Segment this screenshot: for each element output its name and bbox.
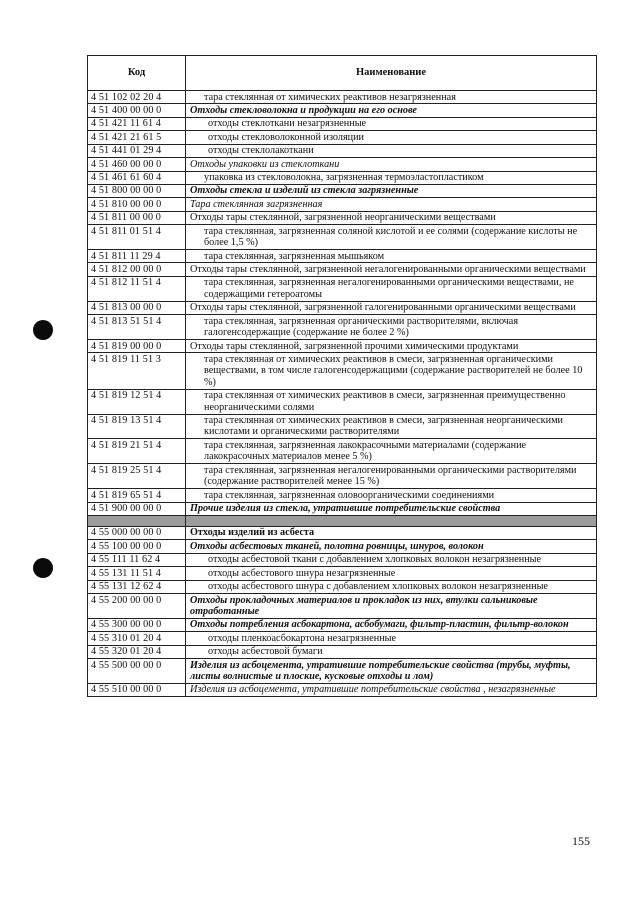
- table-row: [88, 439, 597, 464]
- code-cell: 4 51 813 51 51 4: [88, 315, 186, 340]
- name-cell: отходы стеклоткани незагрязненные: [186, 117, 597, 130]
- table-row: [88, 250, 597, 263]
- table-row: [88, 526, 597, 539]
- waste-classification-table: [87, 55, 597, 697]
- code-cell: 4 55 300 00 00 0: [88, 618, 186, 631]
- code-cell: 4 51 810 00 00 0: [88, 198, 186, 211]
- table-row: [88, 301, 597, 314]
- name-cell: тара стеклянная, загрязненная негалогенированными органическими растворителями (содержание растворителей менее 15 %): [186, 464, 597, 489]
- table-row: [88, 659, 597, 684]
- table-row: [88, 580, 597, 593]
- code-cell: 4 55 000 00 00 0: [88, 526, 186, 539]
- table-row: [88, 618, 597, 631]
- code-cell: 4 51 819 12 51 4: [88, 389, 186, 414]
- code-cell: 4 51 812 00 00 0: [88, 263, 186, 276]
- table-row: [88, 645, 597, 658]
- code-cell: 4 51 460 00 00 0: [88, 158, 186, 171]
- name-cell: Отходы тары стеклянной, загрязненной негалогенированными органическими веществами: [186, 263, 597, 276]
- name-cell: Отходы потребления асбокартона, асбобумаги, фильтр-пластин, фильтр-волокон: [186, 618, 597, 631]
- table-row: [88, 225, 597, 250]
- name-cell: Отходы тары стеклянной, загрязненной прочими химическими продуктами: [186, 340, 597, 353]
- code-cell: 4 51 421 21 61 5: [88, 131, 186, 144]
- code-cell: 4 55 200 00 00 0: [88, 594, 186, 619]
- table-row: [88, 131, 597, 144]
- name-cell: отходы асбестового шнура незагрязненные: [186, 567, 597, 580]
- name-cell: Тара стеклянная загрязненная: [186, 198, 597, 211]
- punch-hole-mark: [33, 558, 53, 578]
- code-cell: 4 55 131 11 51 4: [88, 567, 186, 580]
- name-cell: Отходы тары стеклянной, загрязненной неорганическими веществами: [186, 211, 597, 224]
- name-cell: тара стеклянная от химических реактивов в смеси, загрязненная преимущественно неорганическими солями: [186, 389, 597, 414]
- table-row: [88, 263, 597, 276]
- code-cell: 4 55 320 01 20 4: [88, 645, 186, 658]
- code-cell: 4 51 811 00 00 0: [88, 211, 186, 224]
- table-row: [88, 414, 597, 439]
- name-cell: тара стеклянная от химических реактивов незагрязненная: [186, 91, 597, 104]
- table-row: [88, 389, 597, 414]
- table-row: [88, 158, 597, 171]
- name-cell: Отходы упаковки из стеклоткани: [186, 158, 597, 171]
- table-row: [88, 104, 597, 117]
- code-cell: 4 51 441 01 29 4: [88, 144, 186, 157]
- code-cell: 4 55 100 00 00 0: [88, 540, 186, 553]
- table-row: [88, 540, 597, 553]
- table-header-row: [88, 56, 597, 91]
- table-row: [88, 567, 597, 580]
- code-cell: 4 51 819 13 51 4: [88, 414, 186, 439]
- code-cell: 4 51 819 21 51 4: [88, 439, 186, 464]
- code-cell: 4 51 812 11 51 4: [88, 276, 186, 301]
- name-cell: Изделия из асбоцемента, утратившие потребительские свойства , незагрязненные: [186, 683, 597, 696]
- table-row: [88, 171, 597, 184]
- name-cell: тара стеклянная, загрязненная оловоорганическими соединениями: [186, 489, 597, 502]
- code-cell: 4 51 813 00 00 0: [88, 301, 186, 314]
- table-row: [88, 353, 597, 389]
- name-cell: тара стеклянная, загрязненная соляной кислотой и ее солями (содержание кислоты не более 1,5 %): [186, 225, 597, 250]
- table-row: [88, 198, 597, 211]
- name-cell: отходы стеклолакоткани: [186, 144, 597, 157]
- table-row: [88, 91, 597, 104]
- table-body: [88, 91, 597, 697]
- table-row: [88, 464, 597, 489]
- table-row: [88, 315, 597, 340]
- name-cell: отходы асбестовой ткани с добавлением хлопковых волокон незагрязненные: [186, 553, 597, 566]
- name-cell: тара стеклянная, загрязненная мышьяком: [186, 250, 597, 263]
- code-cell: 4 51 819 11 51 3: [88, 353, 186, 389]
- name-cell: Отходы тары стеклянной, загрязненной галогенированными органическими веществами: [186, 301, 597, 314]
- table-row: [88, 553, 597, 566]
- name-cell: отходы асбестовой бумаги: [186, 645, 597, 658]
- code-cell: 4 55 510 00 00 0: [88, 683, 186, 696]
- code-cell: 4 51 811 11 29 4: [88, 250, 186, 263]
- code-cell: 4 55 111 11 62 4: [88, 553, 186, 566]
- name-cell: Отходы изделий из асбеста: [186, 526, 597, 539]
- name-cell: тара стеклянная, загрязненная негалогенированными органическими веществами, не содержащими гетероатомы: [186, 276, 597, 301]
- table-row: [88, 340, 597, 353]
- name-cell: Отходы прокладочных материалов и прокладок из них, втулки сальниковые отработанные: [186, 594, 597, 619]
- name-cell: Отходы асбестовых тканей, полотна ровницы, шнуров, волокон: [186, 540, 597, 553]
- name-cell: отходы пленкоасбокартона незагрязненные: [186, 632, 597, 645]
- name-cell: тара стеклянная от химических реактивов в смеси, загрязненная органическими веществами, в том числе галогенсодержащими (содержание растворителей не более 10 %): [186, 353, 597, 389]
- name-cell: отходы стекловолоконной изоляции: [186, 131, 597, 144]
- name-column-header: Наименование: [186, 56, 597, 91]
- name-cell: Прочие изделия из стекла, утратившие потребительские свойства: [186, 502, 597, 515]
- table-row: [88, 184, 597, 197]
- code-cell: 4 55 131 12 62 4: [88, 580, 186, 593]
- page-number: 155: [572, 834, 590, 848]
- code-cell: 4 51 800 00 00 0: [88, 184, 186, 197]
- code-cell: 4 51 811 01 51 4: [88, 225, 186, 250]
- code-column-header: Код: [88, 56, 186, 91]
- code-cell: 4 51 819 65 51 4: [88, 489, 186, 502]
- code-cell: 4 51 819 25 51 4: [88, 464, 186, 489]
- code-cell: 4 51 819 00 00 0: [88, 340, 186, 353]
- table-row: [88, 502, 597, 515]
- punch-hole-mark: [33, 320, 53, 340]
- code-cell: 4 55 500 00 00 0: [88, 659, 186, 684]
- table-row: [88, 683, 597, 696]
- table-row: [88, 489, 597, 502]
- code-cell: 4 51 400 00 00 0: [88, 104, 186, 117]
- name-cell: тара стеклянная от химических реактивов в смеси, загрязненная неорганическими кислотами и органическими растворителями: [186, 414, 597, 439]
- code-cell: 4 55 310 01 20 4: [88, 632, 186, 645]
- code-cell: 4 51 421 11 61 4: [88, 117, 186, 130]
- name-cell: Отходы стекла и изделий из стекла загрязненные: [186, 184, 597, 197]
- name-cell: тара стеклянная, загрязненная лакокрасочными материалами (содержание лакокрасочных материалов менее 5 %): [186, 439, 597, 464]
- code-cell: 4 51 900 00 00 0: [88, 502, 186, 515]
- table-row: [88, 276, 597, 301]
- table-row: [88, 632, 597, 645]
- code-cell: 4 51 102 02 20 4: [88, 91, 186, 104]
- name-cell: тара стеклянная, загрязненная органическими растворителями, включая галогенсодержащие (содержание не более 2 %): [186, 315, 597, 340]
- table-row: [88, 594, 597, 619]
- name-cell: отходы асбестового шнура с добавлением хлопковых волокон незагрязненные: [186, 580, 597, 593]
- code-cell: [88, 515, 186, 526]
- code-cell: 4 51 461 61 60 4: [88, 171, 186, 184]
- table-row: [88, 144, 597, 157]
- table-row: [88, 211, 597, 224]
- table-row: [88, 117, 597, 130]
- table-row: [88, 515, 597, 526]
- name-cell: Отходы стекловолокна и продукции на его основе: [186, 104, 597, 117]
- name-cell: упаковка из стекловолокна, загрязненная термоэластопластиком: [186, 171, 597, 184]
- name-cell: [186, 515, 597, 526]
- name-cell: Изделия из асбоцемента, утратившие потребительские свойства (трубы, муфты, листы волнистые и плоские, кусковые отходы и лом): [186, 659, 597, 684]
